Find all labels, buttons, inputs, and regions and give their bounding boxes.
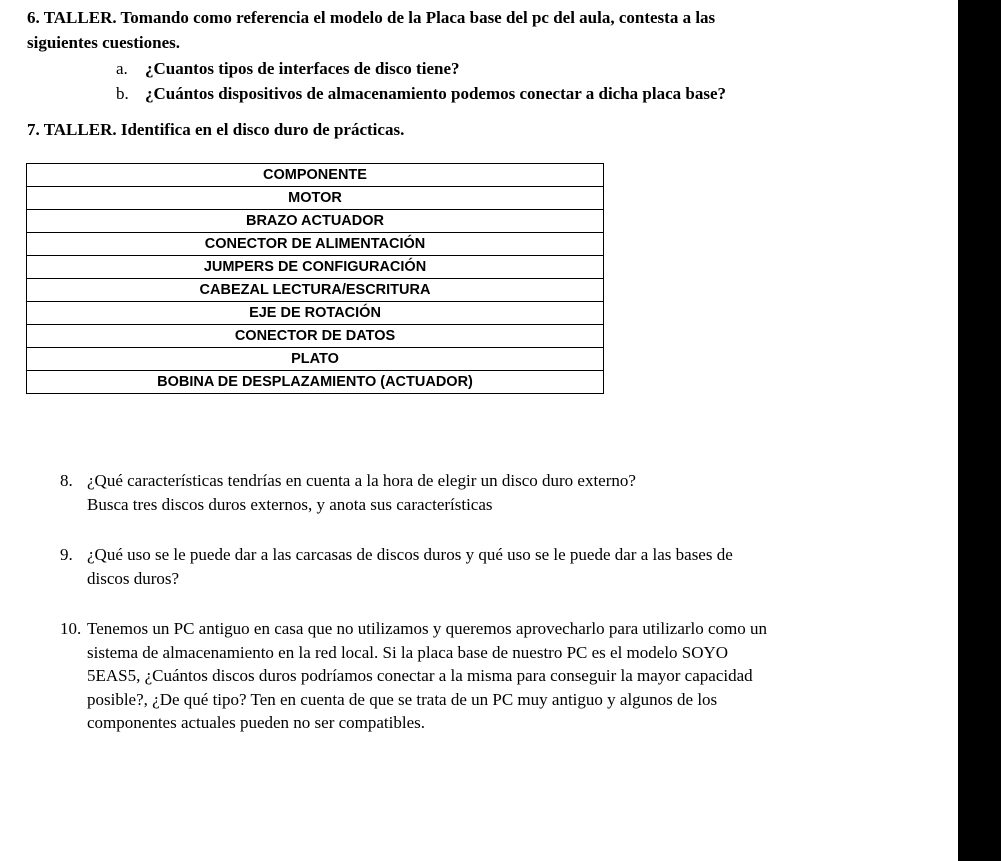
q7-title: 7. TALLER. Identifica en el disco duro de prácticas. — [27, 120, 405, 139]
q9-number: 9. — [60, 545, 73, 564]
table-cell: PLATO — [27, 348, 604, 371]
table-row — [27, 233, 604, 256]
q10-line-4: posible?, ¿De qué tipo? Ten en cuenta de que se trata de un PC muy antiguo y algunos de los — [87, 689, 718, 709]
q10-number: 10. — [60, 619, 82, 638]
table-row — [27, 187, 604, 210]
table-cell: CABEZAL LECTURA/ESCRITURA — [27, 279, 604, 302]
q6-item-a — [116, 58, 459, 80]
q6-item-b-text: ¿Cuántos dispositivos de almacenamiento podemos conectar a dicha placa base? — [145, 84, 727, 103]
q6-item-a-letter: a. — [116, 59, 128, 78]
q10-line-1: Tenemos un PC antiguo en casa que no utilizamos y queremos aprovecharlo para utilizarlo como un — [87, 619, 768, 638]
q8-line-2: Busca tres discos duros externos, y anota sus características — [87, 494, 493, 514]
table-header-row — [27, 164, 604, 187]
right-black-bar — [958, 0, 1001, 861]
q10-line-3: 5EAS5, ¿Cuántos discos duros podríamos conectar a la misma para conseguir la mayor capacidad — [87, 666, 753, 685]
table-cell: CONECTOR DE ALIMENTACIÓN — [27, 233, 604, 256]
question-8 — [60, 469, 940, 516]
table-row — [27, 256, 604, 279]
question-9 — [60, 543, 940, 590]
table-cell: BRAZO ACTUADOR — [27, 210, 604, 233]
table-row — [27, 210, 604, 233]
q9-line-1: ¿Qué uso se le puede dar a las carcasas de discos duros y qué uso se le puede dar a las bases de — [87, 545, 733, 564]
q6-item-b-letter: b. — [116, 84, 129, 103]
q6-item-a-text: ¿Cuantos tipos de interfaces de disco tiene? — [145, 59, 460, 78]
table-row — [27, 371, 604, 394]
table-cell: CONECTOR DE DATOS — [27, 325, 604, 348]
table-header-cell: COMPONENTE — [27, 164, 604, 187]
q9-line-2: discos duros? — [87, 568, 180, 588]
table-cell: BOBINA DE DESPLAZAMIENTO (ACTUADOR) — [27, 371, 604, 394]
component-table — [26, 163, 604, 394]
q6-title-line-2: siguientes cuestiones. — [27, 33, 180, 52]
q10-line-5: componentes actuales pueden no ser compatibles. — [87, 713, 425, 732]
q8-line-1: ¿Qué características tendrías en cuenta a la hora de elegir un disco duro externo? — [87, 471, 636, 490]
table-cell: MOTOR — [27, 187, 604, 210]
question-10 — [60, 617, 940, 735]
table-row — [27, 302, 604, 325]
table-row — [27, 325, 604, 348]
table-cell: EJE DE ROTACIÓN — [27, 302, 604, 325]
q6-title-line-1: 6. TALLER. Tomando como referencia el modelo de la Placa base del pc del aula, contesta a las — [27, 8, 716, 27]
table-row — [27, 279, 604, 302]
q6-item-b — [116, 83, 726, 105]
table-cell: JUMPERS DE CONFIGURACIÓN — [27, 256, 604, 279]
table-row — [27, 348, 604, 371]
q10-line-2: sistema de almacenamiento en la red local. Si la placa base de nuestro PC es el modelo SOYO — [87, 642, 729, 662]
q8-number: 8. — [60, 471, 73, 490]
